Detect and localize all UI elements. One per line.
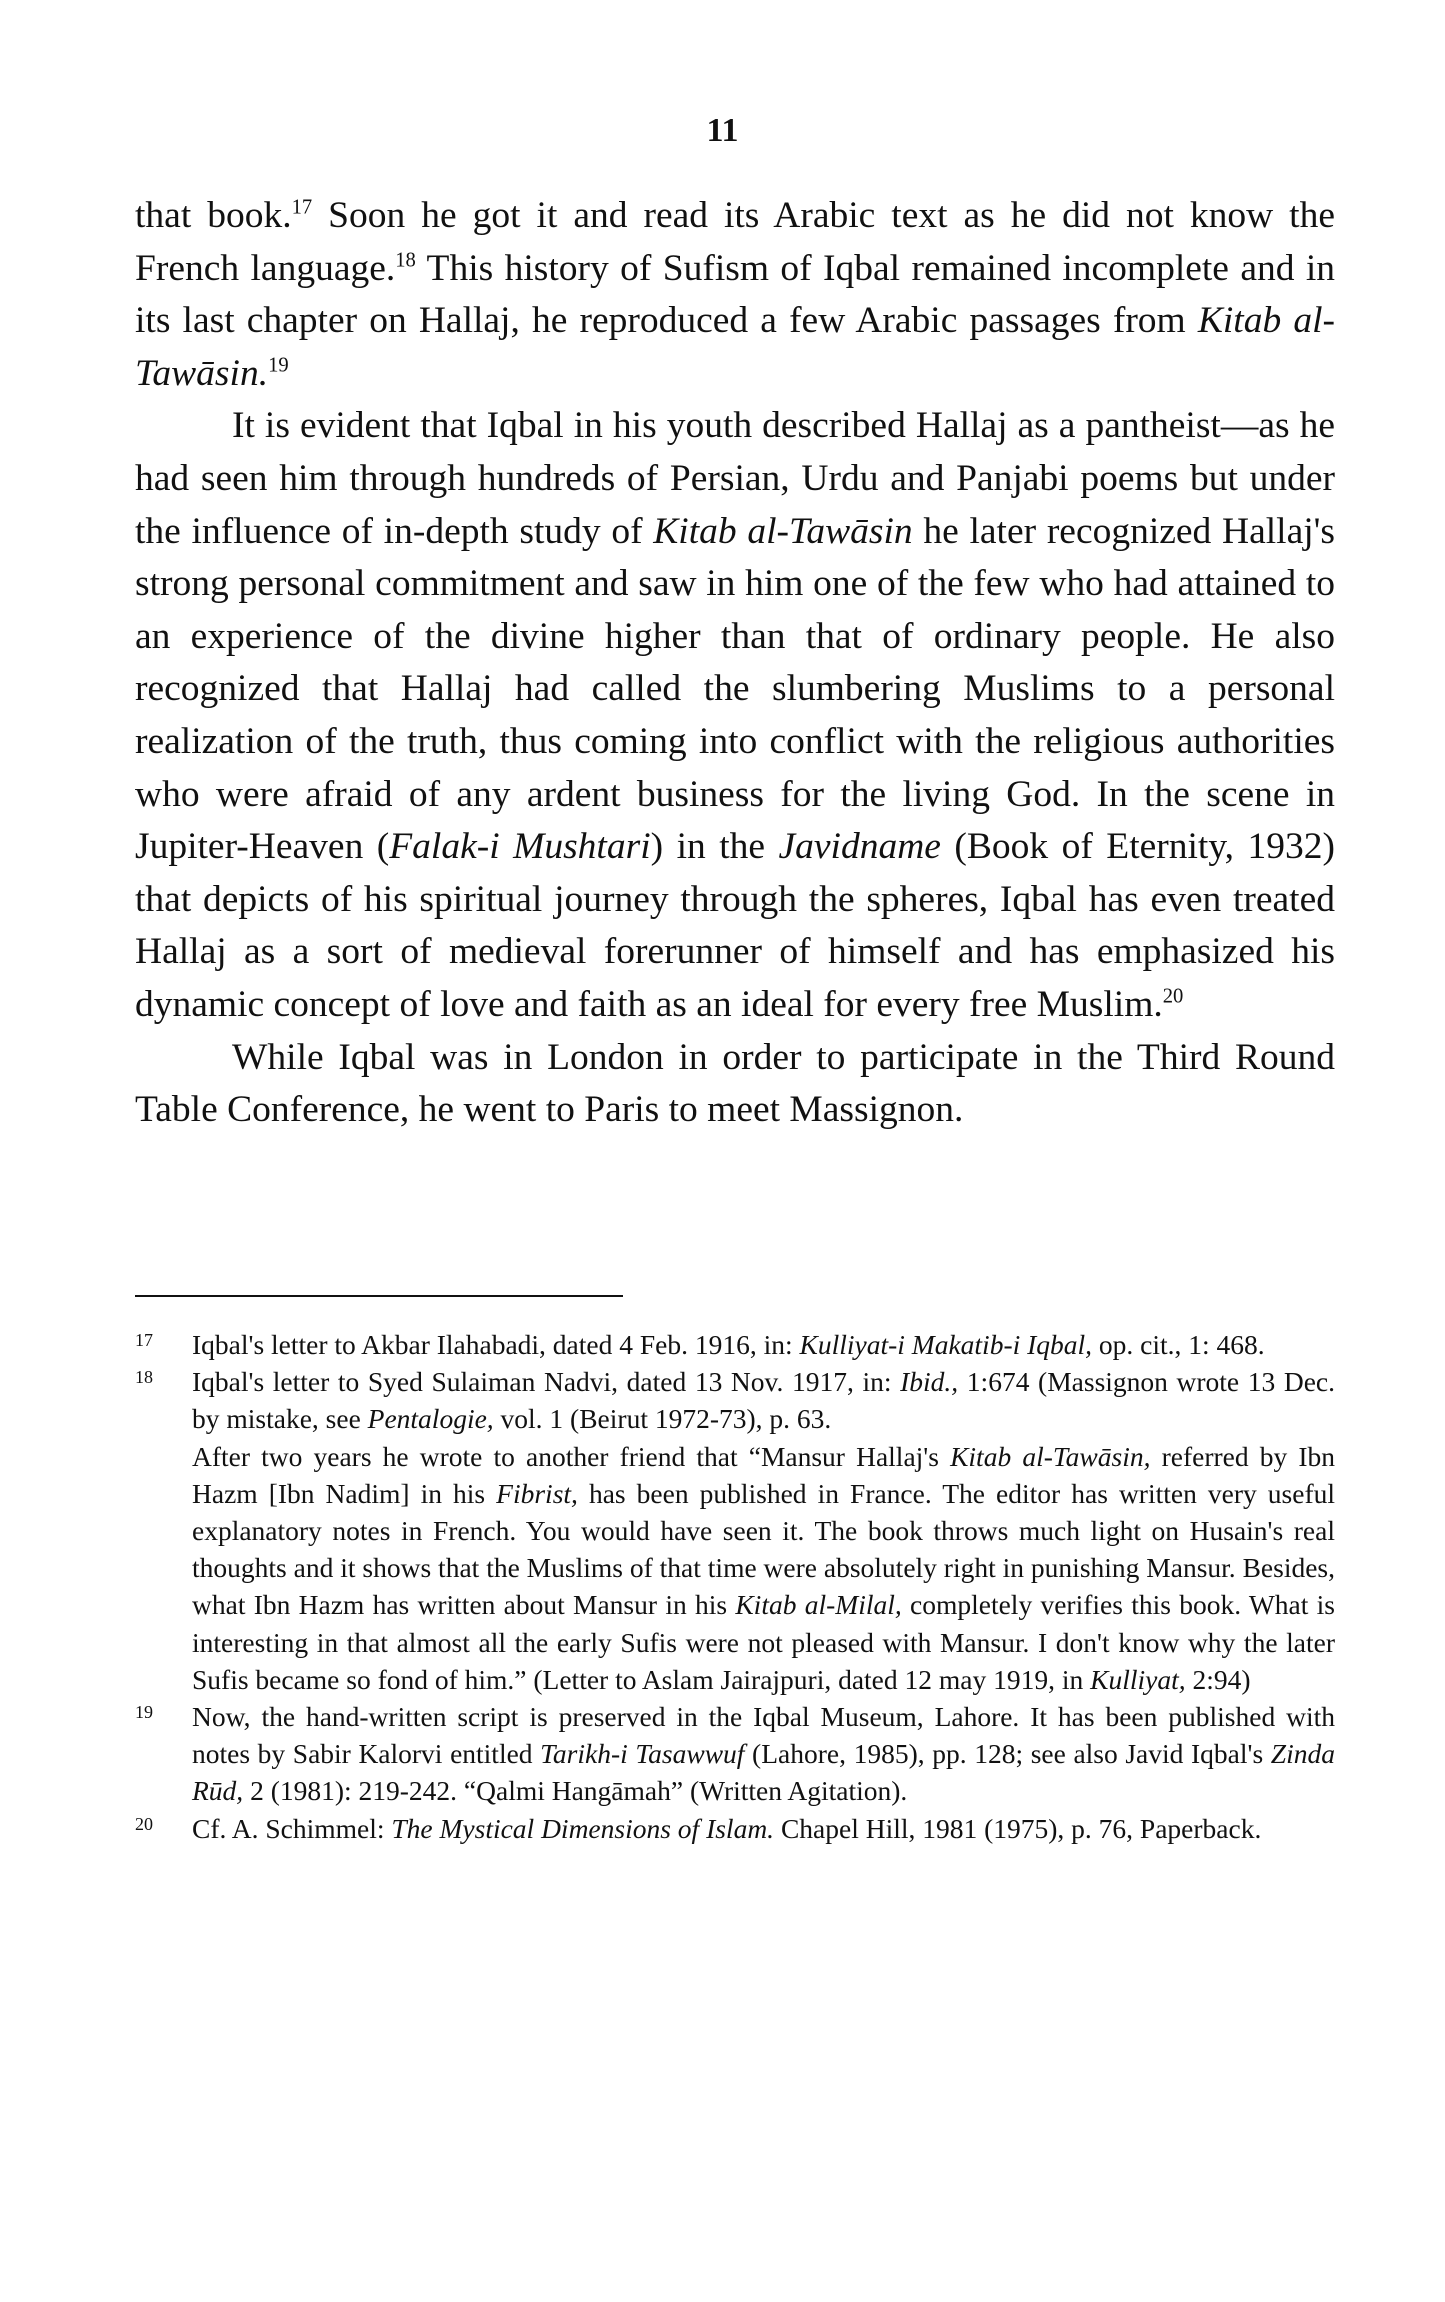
fn17-italic-1: Kulliyat-i Makatib-i Iqbal,	[799, 1329, 1093, 1360]
footnote-text	[192, 1326, 1335, 1363]
fn18c-text-2: referred by Ibn Hazm [Ibn Nadim] in his	[192, 1440, 1336, 1509]
para2-text-4: (Book of Eternity, 1932) that depicts of his spiritual journey through the spheres, Iqbal has even treated Hallaj as a sort of medieval forerunner of himself and has emphasized his dynamic concept of love and faith as an ideal for every free Muslim.	[135, 826, 1335, 1025]
para1-text-3: This history of Sufism of Iqbal remained incomplete and in its last chapter on Hallaj, he reproduced a few Arabic passages from	[135, 247, 1336, 342]
footnote-ref-19: 19	[268, 354, 289, 377]
footnote-number: 17	[135, 1330, 153, 1350]
footnote-number: 20	[135, 1813, 153, 1834]
fn17-text-1: Iqbal's letter to Akbar Ilahabadi, dated 4 Feb. 1916, in:	[192, 1329, 800, 1360]
para2-italic-3: Javidname	[778, 826, 941, 868]
fn18-text-1: Iqbal's letter to Syed Sulaiman Nadvi, dated 13 Nov. 1917, in:	[192, 1366, 901, 1398]
para1-text-1: that book.	[135, 195, 292, 236]
para2-text-1: It is evident that Iqbal in his youth described Hallaj as a pantheist—as he had seen him through hundreds of Persian, Urdu and Panjabi poems but under the influence of in-depth study of	[135, 405, 1335, 552]
fn18c-text-3: has been published in France. The editor has written very useful explanatory notes in French. You would have seen it. The book throws much light on Husain's real thoughts and it shows that the Muslims of that time were absolutely right in punishing Mansur. Besides, what Ibn Hazm has written about Mansur in his	[192, 1477, 1335, 1621]
fn18-italic-2: Pentalogie,	[367, 1403, 494, 1435]
footnote-ref-20: 20	[1162, 985, 1184, 1008]
para3-text-1: While Iqbal was in London in order to participate in the Third Round Table Conference, he went to Paris to meet Massignon.	[135, 1036, 1335, 1131]
fn18c-italic-4: Kulliyat,	[1090, 1663, 1186, 1695]
fn18c-italic-3: Kitab al-Milal,	[735, 1589, 902, 1621]
fn19-italic-2: Zinda Rūd,	[192, 1738, 1335, 1807]
fn19-text-3: 2 (1981): 219-242. “Qalmi Hangāmah” (Written Agitation).	[243, 1775, 908, 1807]
para2-text-3: ) in the	[650, 826, 779, 868]
fn18c-italic-2: Fibrist,	[496, 1477, 578, 1509]
para2-text-2: he later recognized Hallaj's strong personal commitment and saw in him one of the few who had attained to an experience of the divine higher than that of ordinary people. He also recognized that Hallaj had called the slumbering Muslims to a personal realization of the truth, thus coming into conflict with the religious authorities who were afraid of any ardent business for the living God. In the scene in Jupiter-Heaven (	[135, 510, 1335, 868]
fn18-italic-1: Ibid.,	[900, 1366, 959, 1398]
footnote-19	[135, 1698, 1335, 1810]
footnote-text	[192, 1698, 1335, 1810]
footnote-number: 19	[135, 1702, 153, 1723]
footnote-18	[135, 1363, 1335, 1437]
fn18-text-3: vol. 1 (Beirut 1972-73), p. 63.	[493, 1403, 832, 1435]
fn18c-text-5: 2:94)	[1185, 1663, 1251, 1695]
fn18-text-2: 1:674 (Massignon wrote 13 Dec. by mistake, see	[192, 1366, 1335, 1435]
fn18c-text-4: completely verifies this book. What is interesting in that almost all the early Sufis were not pleased with Mansur. I don't know why the later Sufis became so fond of him.” (Letter to Aslam Jairajpuri, dated 12 may 1919, in	[192, 1589, 1335, 1695]
footnote-text	[192, 1810, 1335, 1847]
fn19-text-2: (Lahore, 1985), pp. 128; see also Javid Iqbal's	[744, 1738, 1271, 1770]
fn20-text-1: Cf. A. Schimmel:	[192, 1812, 392, 1844]
para1-italic-title: Kitab al-Tawāsin.	[135, 300, 1335, 394]
para2-italic-2: Falak-i Mushtari	[389, 826, 651, 868]
footnote-20	[135, 1810, 1335, 1847]
footnote-ref-17: 17	[291, 196, 313, 219]
fn20-italic-1: The Mystical Dimensions of Islam.	[391, 1812, 775, 1844]
footnote-18-continuation	[135, 1438, 1335, 1698]
fn18c-text-1: After two years he wrote to another friend that “Mansur Hallaj's	[192, 1440, 951, 1472]
footnote-number: 18	[135, 1367, 153, 1388]
para2-italic-1: Kitab al-Tawāsin	[653, 510, 913, 552]
footnote-divider	[135, 1295, 623, 1297]
paragraph-1	[135, 190, 1335, 400]
fn18c-italic-1: Kitab al-Tawāsin,	[950, 1440, 1151, 1472]
paragraph-3	[135, 1032, 1335, 1137]
para1-text-2: Soon he got it and read its Arabic text as he did not know the French language.	[135, 195, 1335, 289]
footnote-17	[135, 1326, 1335, 1363]
page-number: 11	[706, 112, 739, 149]
footnote-text	[192, 1363, 1335, 1437]
fn17-text-2: op. cit., 1: 468.	[1092, 1329, 1265, 1360]
paragraph-2	[135, 400, 1335, 1031]
fn20-text-2: Chapel Hill, 1981 (1975), p. 76, Paperback.	[774, 1812, 1262, 1844]
main-text	[135, 190, 1335, 1137]
footnote-ref-18: 18	[395, 249, 416, 272]
fn19-italic-1: Tarikh-i Tasawwuf	[540, 1738, 745, 1770]
fn19-text-1: Now, the hand-written script is preserved in the Iqbal Museum, Lahore. It has been published with notes by Sabir Kalorvi entitled	[192, 1701, 1335, 1770]
footnotes	[135, 1326, 1335, 1847]
